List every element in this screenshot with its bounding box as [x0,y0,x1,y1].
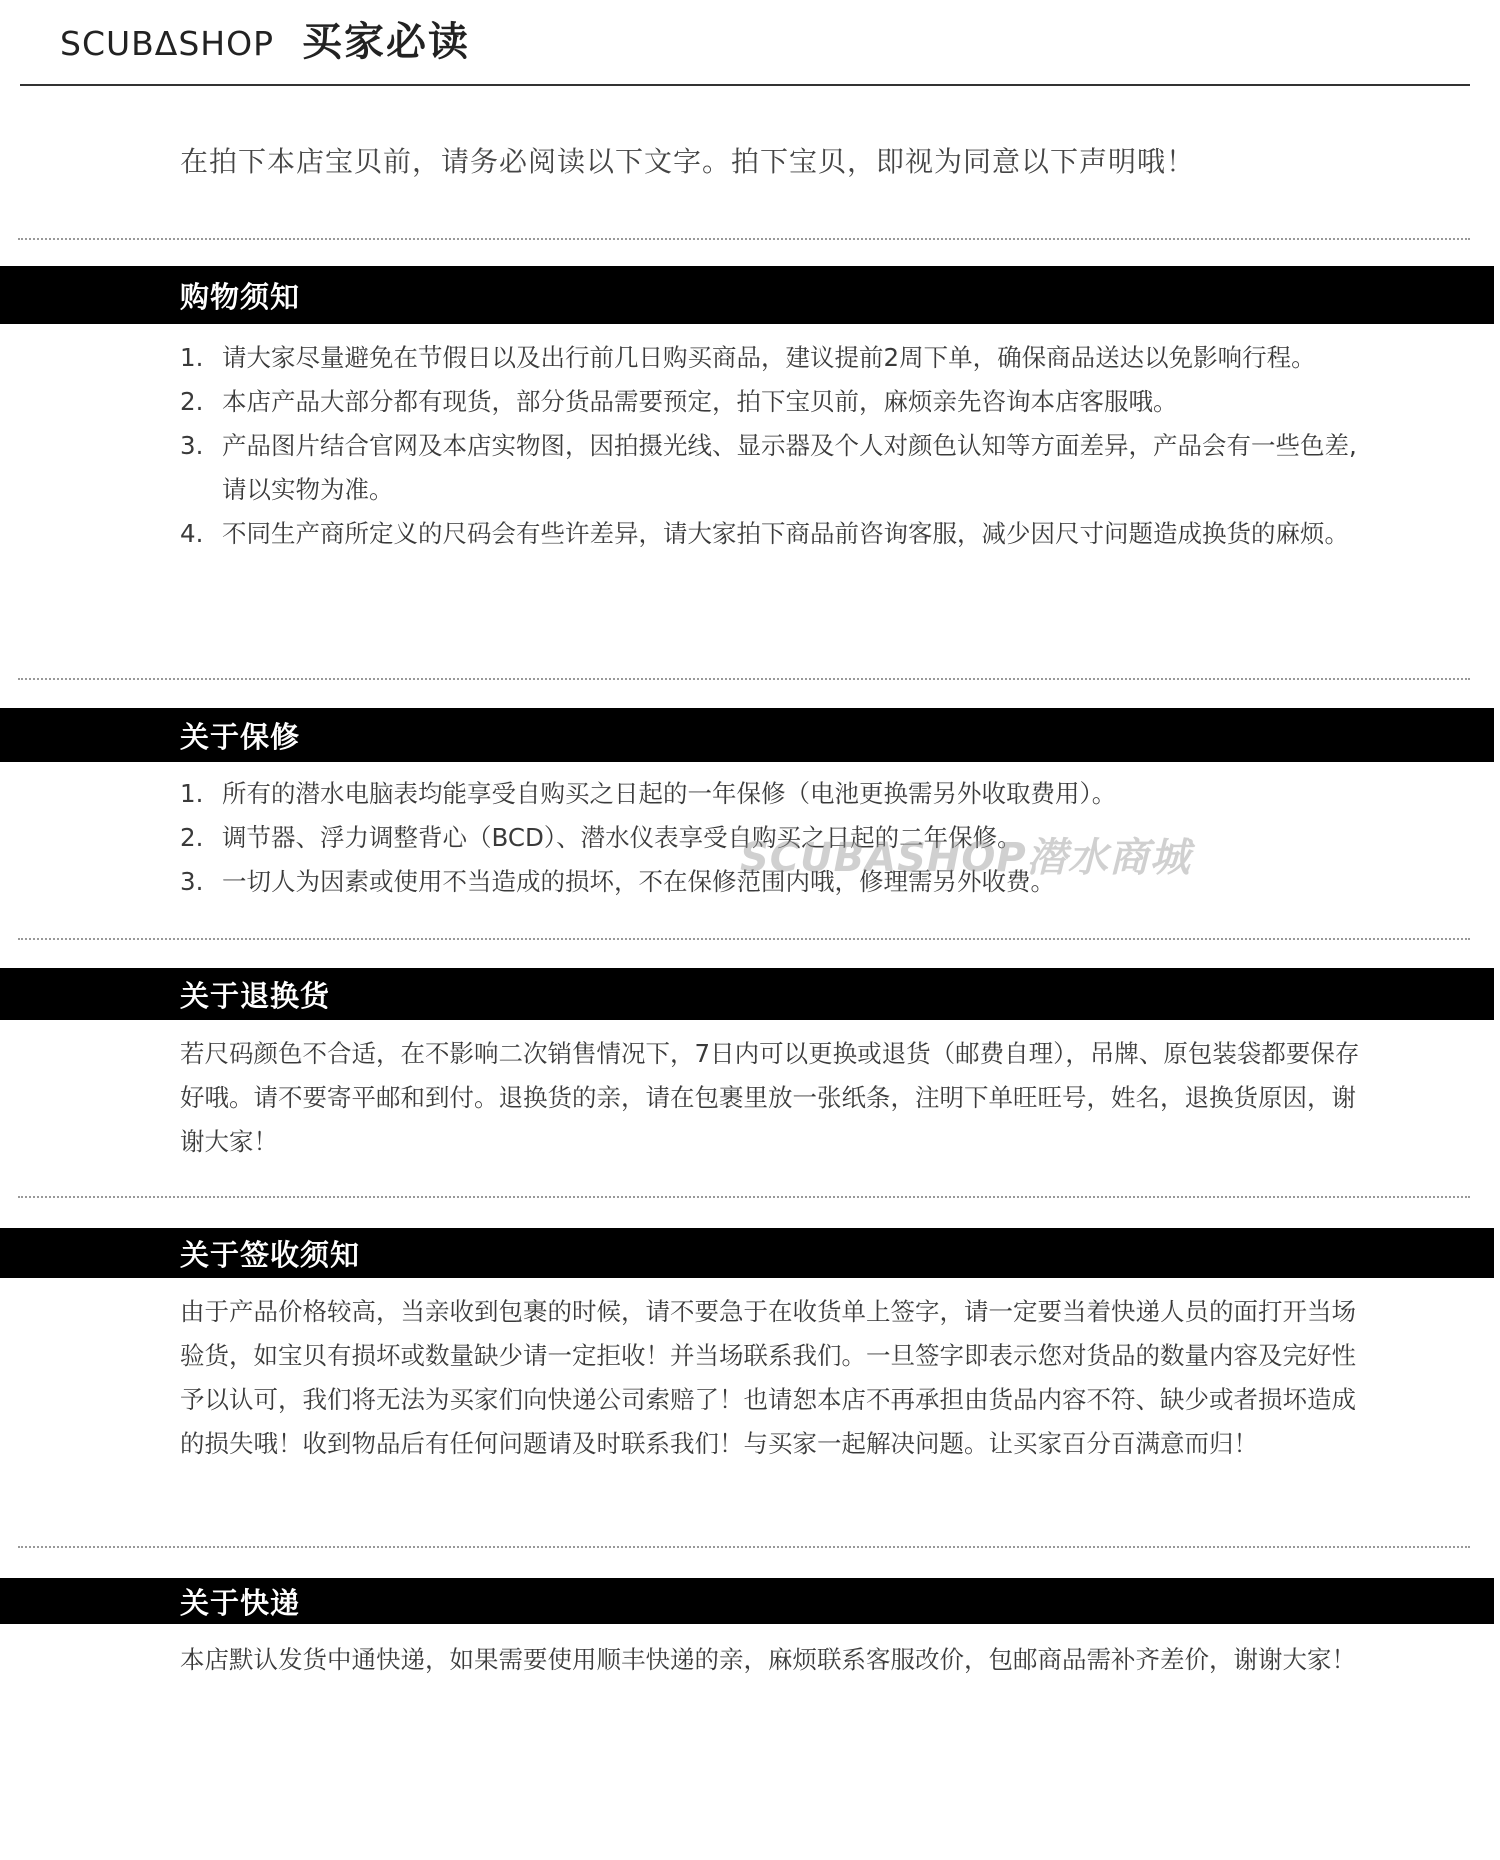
section-title: 关于退换货 [180,978,331,1013]
shopping-notes-list [180,336,1380,556]
section-header-shipping [0,1578,1494,1624]
brand-logo: SCUBΔSHOP [60,24,274,63]
item-text: 一切人为因素或使用不当造成的损坏，不在保修范围内哦，修理需另外收费。 [222,867,1055,896]
list-item [180,380,1380,424]
item-number: 1. [180,779,204,808]
item-text: 所有的潜水电脑表均能享受自购买之日起的一年保修（电池更换需另外收取费用）。 [222,779,1117,808]
section-header-shopping [0,266,1494,324]
item-text: 调节器、浮力调整背心（BCD）、潜水仪表享受自购买之日起的二年保修。 [222,823,1022,852]
section-title: 关于签收须知 [180,1237,361,1272]
dotted-divider [18,678,1470,680]
section-title: 购物须知 [180,279,301,314]
intro-statement: 在拍下本店宝贝前，请务必阅读以下文字。拍下宝贝，即视为同意以下声明哦！ [180,145,1196,178]
page-header [60,10,470,70]
item-text: 本店产品大部分都有现货，部分货品需要预定，拍下宝贝前，麻烦亲先咨询本店客服哦。 [222,387,1178,416]
shipping-info-text: 本店默认发货中通快递，如果需要使用顺丰快递的亲，麻烦联系客服改价，包邮商品需补齐差价，谢谢大家！ [180,1645,1356,1674]
header-divider [20,84,1470,86]
item-text: 产品图片结合官网及本店实物图，因拍摄光线、显示器及个人对颜色认知等方面差异，产品会有一些色差,请以实物为准。 [222,431,1357,504]
section-header-returns [0,968,1494,1020]
item-number: 2. [180,387,204,416]
item-number: 4. [180,519,204,548]
page-title: 买家必读 [302,19,470,65]
list-item [180,772,1380,816]
item-text: 不同生产商所定义的尺码会有些许差异，请大家拍下商品前咨询客服，减少因尺寸问题造成换货的麻烦。 [222,519,1349,548]
dotted-divider [18,1196,1470,1198]
receipt-notice-text: 由于产品价格较高，当亲收到包裹的时候，请不要急于在收货单上签字，请一定要当着快递人员的面打开当场验货，如宝贝有损坏或数量缺少请一定拒收！并当场联系我们。一旦签字即表示您对货品的数量内容及完好性予以认可，我们将无法为买家们向快递公司索赔了！也请恕本店不再承担由货品内容不符、缺少或者损坏造成的损失哦！收到物品后有任何问题请及时联系我们！与买家一起解决问题。让买家百分百满意而归！ [180,1297,1356,1458]
item-text: 请大家尽量避免在节假日以及出行前几日购买商品，建议提前2周下单，确保商品送达以免影响行程。 [222,343,1316,372]
item-number: 3. [180,431,204,460]
item-number: 3. [180,867,204,896]
item-number: 1. [180,343,204,372]
dotted-divider [18,1546,1470,1548]
watermark: SCUBASHOP潜水商城 [740,835,1191,881]
section-title: 关于快递 [180,1585,301,1620]
section-header-receipt [0,1228,1494,1278]
dotted-divider [18,238,1470,240]
list-item [180,336,1380,380]
dotted-divider [18,938,1470,940]
list-item [180,424,1380,512]
item-number: 2. [180,823,204,852]
returns-policy-text: 若尺码颜色不合适，在不影响二次销售情况下，7日内可以更换或退货（邮费自理），吊牌、原包装袋都要保存好哦。请不要寄平邮和到付。退换货的亲，请在包裹里放一张纸条，注明下单旺旺号，姓名，退换货原因，谢谢大家！ [180,1039,1360,1156]
section-header-warranty [0,708,1494,762]
list-item [180,512,1380,556]
section-title: 关于保修 [180,719,301,754]
